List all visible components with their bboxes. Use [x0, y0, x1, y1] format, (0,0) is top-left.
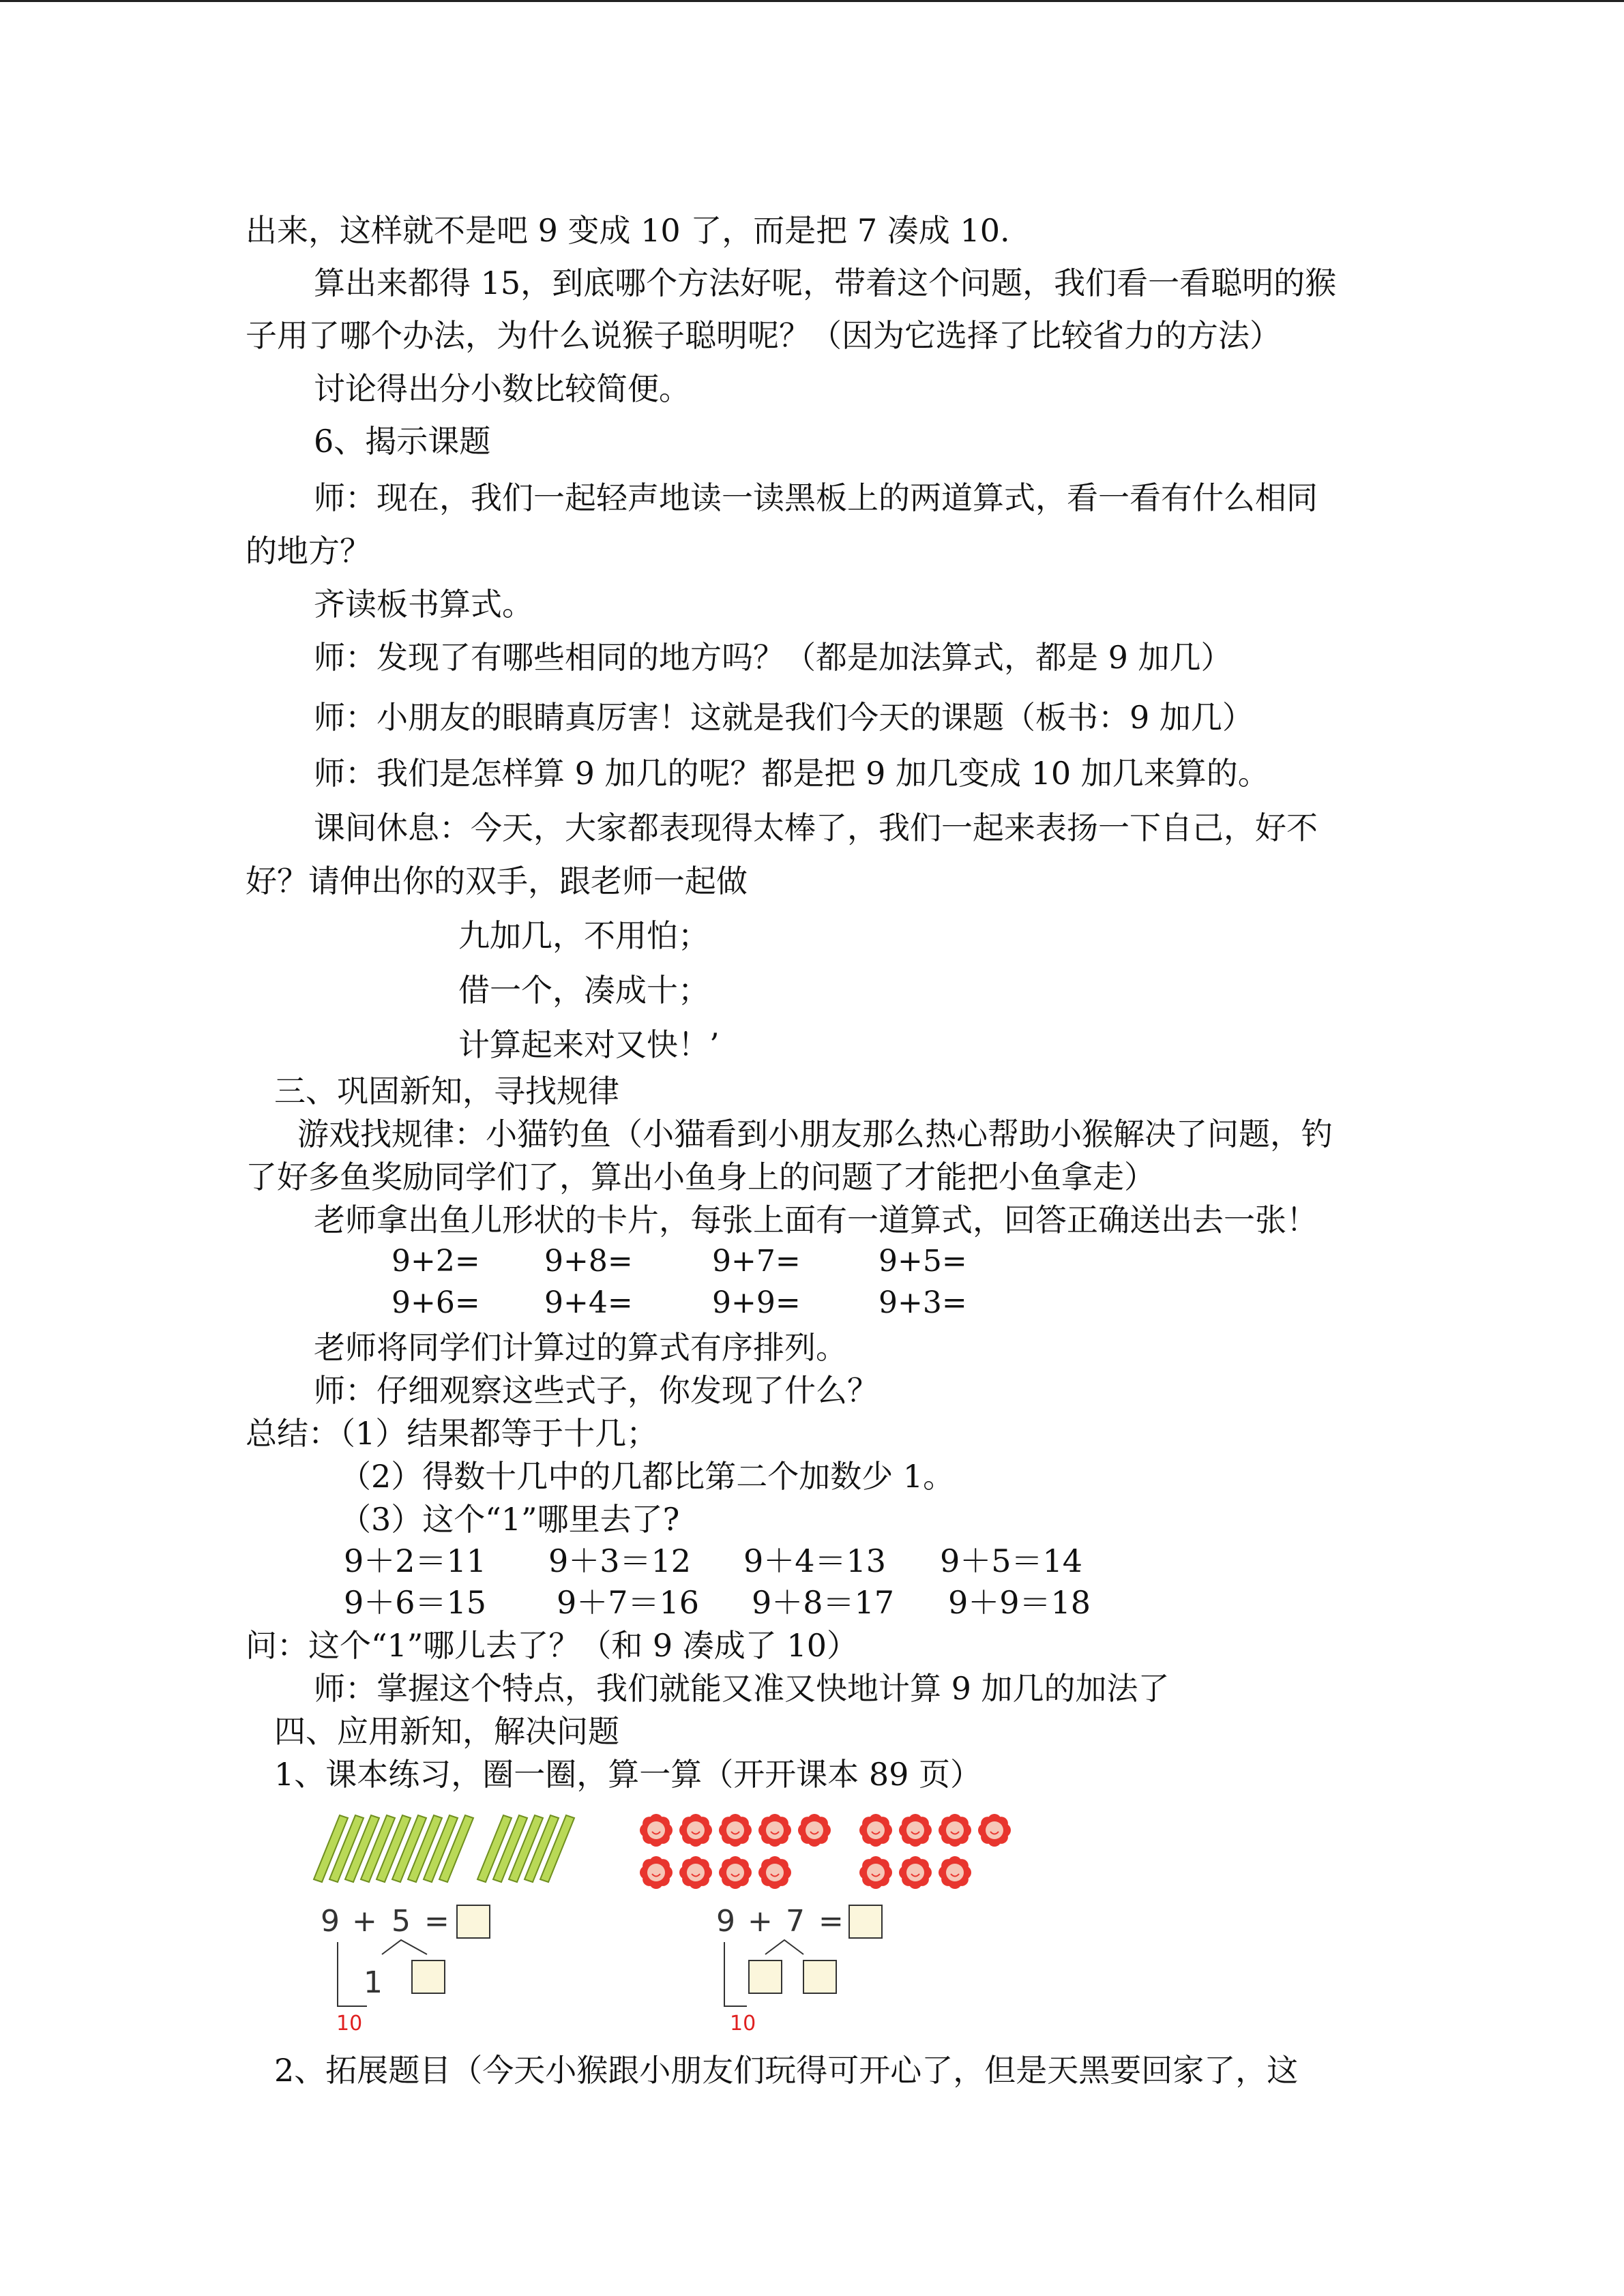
flower-icon [939, 1814, 971, 1847]
exercise-card: 9+4= [544, 1285, 633, 1320]
paragraph-line: 算出来都得 15，到底哪个方法好呢，带着这个问题，我们看一看聪明的猴 [314, 265, 1337, 301]
flower-icon [679, 1856, 712, 1889]
sticks-group [314, 1815, 574, 1882]
right-n2: 7 [786, 1904, 805, 1939]
result-equation: 9＋7＝16 [557, 1584, 700, 1621]
result-equation: 9＋8＝17 [752, 1584, 895, 1621]
section-heading: 四、应用新知，解决问题 [274, 1713, 619, 1750]
left-n1: 9 [321, 1904, 340, 1939]
exercise-card: 9+3= [879, 1285, 967, 1320]
result-equation: 9＋5＝14 [940, 1542, 1083, 1579]
flower-icon [899, 1814, 932, 1847]
paragraph-line: 师：仔细观察这些式子，你发现了什么？ [314, 1372, 879, 1409]
exercise-card: 9+8= [544, 1244, 633, 1279]
flower-icon [640, 1814, 673, 1847]
right-split-lines [765, 1940, 803, 1954]
left-ten: 10 [336, 2012, 363, 2036]
flower-icon [679, 1814, 712, 1847]
right-n1: 9 [716, 1904, 735, 1939]
summary-line: 总结：（1）结果都等于十几； [246, 1415, 658, 1452]
result-equation: 9＋6＝15 [344, 1584, 487, 1621]
left-split-box [412, 1960, 445, 1993]
paragraph-line: 好？请伸出你的双手，跟老师一起做 [246, 863, 748, 899]
section-heading: 6、揭示课题 [314, 423, 491, 460]
right-eq: = [818, 1904, 844, 1939]
paragraph-line: 问：这个“1”哪儿去了？（和 9 凑成了 10） [246, 1627, 858, 1664]
paragraph-line: 师：我们是怎样算 9 加几的呢？都是把 9 加几变成 10 加几来算的。 [314, 755, 1269, 792]
result-equation: 9＋4＝13 [743, 1542, 887, 1579]
right-split-box-2 [803, 1960, 836, 1993]
left-split-lines [382, 1940, 427, 1954]
paragraph-line: 出来，这样就不是吧 9 变成 10 了，而是把 7 凑成 10. [246, 212, 1010, 249]
flower-icon [859, 1814, 892, 1847]
flowers-group [640, 1814, 1011, 1889]
result-equation: 9＋2＝11 [344, 1542, 487, 1579]
result-equation: 9＋9＝18 [948, 1584, 1091, 1621]
paragraph-line: 师：现在，我们一起轻声地读一读黑板上的两道算式，看一看有什么相同 [314, 479, 1318, 516]
paragraph-line: 的地方？ [246, 533, 371, 569]
flower-icon [640, 1856, 673, 1889]
summary-line: （2）得数十几中的几都比第二个加数少 1。 [340, 1458, 955, 1495]
left-answer-box [457, 1905, 490, 1938]
paragraph-line: 2、拓展题目（今天小猴跟小朋友们玩得可开心了，但是天黑要回家了，这 [274, 2052, 1299, 2089]
right-answer-box [849, 1905, 882, 1938]
result-equation: 9＋3＝12 [548, 1542, 692, 1579]
paragraph-line: 齐读板书算式。 [314, 586, 533, 623]
left-eq: = [424, 1904, 449, 1939]
flower-icon [978, 1814, 1011, 1847]
paragraph-line: 老师拿出鱼儿形状的卡片，每张上面有一道算式，回答正确送出去一张！ [314, 1202, 1318, 1238]
left-bracket [338, 1942, 367, 2006]
right-split-box-1 [749, 1960, 782, 1993]
exercise-card: 9+2= [392, 1244, 480, 1279]
flower-icon [758, 1856, 791, 1889]
summary-line: （3）这个“1”哪里去了? [340, 1501, 680, 1538]
paragraph-line: 子用了哪个办法，为什么说猴子聪明呢？（因为它选择了比较省力的方法） [246, 317, 1281, 354]
right-op: + [748, 1904, 773, 1939]
exercise-card: 9+7= [712, 1244, 801, 1279]
paragraph-line: 讨论得出分小数比较简便。 [314, 370, 690, 407]
flower-icon [939, 1856, 971, 1889]
paragraph-line: 了好多鱼奖励同学们了，算出小鱼身上的问题了才能把小鱼拿走） [246, 1159, 1155, 1195]
left-op: + [352, 1904, 377, 1939]
rhyme-line: 九加几，不用怕； [458, 917, 709, 954]
right-bracket [724, 1942, 747, 2006]
paragraph-line: 课间休息：今天，大家都表现得太棒了，我们一起来表扬一下自己，好不 [314, 809, 1318, 846]
right-ten: 10 [730, 2012, 756, 2036]
flower-icon [899, 1856, 932, 1889]
paragraph-line: 游戏找规律：小猫钓鱼（小猫看到小朋友那么热心帮助小猴解决了问题，钓 [297, 1116, 1333, 1152]
exercise-card: 9+6= [392, 1285, 480, 1320]
left-n2: 5 [392, 1904, 411, 1939]
flower-icon [719, 1814, 752, 1847]
paragraph-line: 1、课本练习，圈一圈，算一算（开开课本 89 页） [274, 1756, 982, 1793]
paragraph-line: 师：小朋友的眼睛真厉害！这就是我们今天的课题（板书：9 加几） [314, 699, 1254, 736]
paragraph-line: 师：发现了有哪些相同的地方吗？（都是加法算式，都是 9 加几） [314, 639, 1232, 676]
exercise-card: 9+9= [712, 1285, 801, 1320]
flower-icon [758, 1814, 791, 1847]
flower-icon [719, 1856, 752, 1889]
rhyme-line: 计算起来对又快！’ [458, 1026, 720, 1063]
paragraph-line: 老师将同学们计算过的算式有序排列。 [314, 1329, 847, 1366]
exercise-card: 9+5= [879, 1244, 967, 1279]
flower-icon [798, 1814, 831, 1847]
section-heading: 三、巩固新知，寻找规律 [274, 1073, 619, 1109]
flower-icon [859, 1856, 892, 1889]
left-split-one: 1 [364, 1965, 383, 2000]
rhyme-line: 借一个，凑成十； [458, 972, 709, 1009]
paragraph-line: 师：掌握这个特点，我们就能又准又快地计算 9 加几的加法了 [314, 1670, 1170, 1707]
